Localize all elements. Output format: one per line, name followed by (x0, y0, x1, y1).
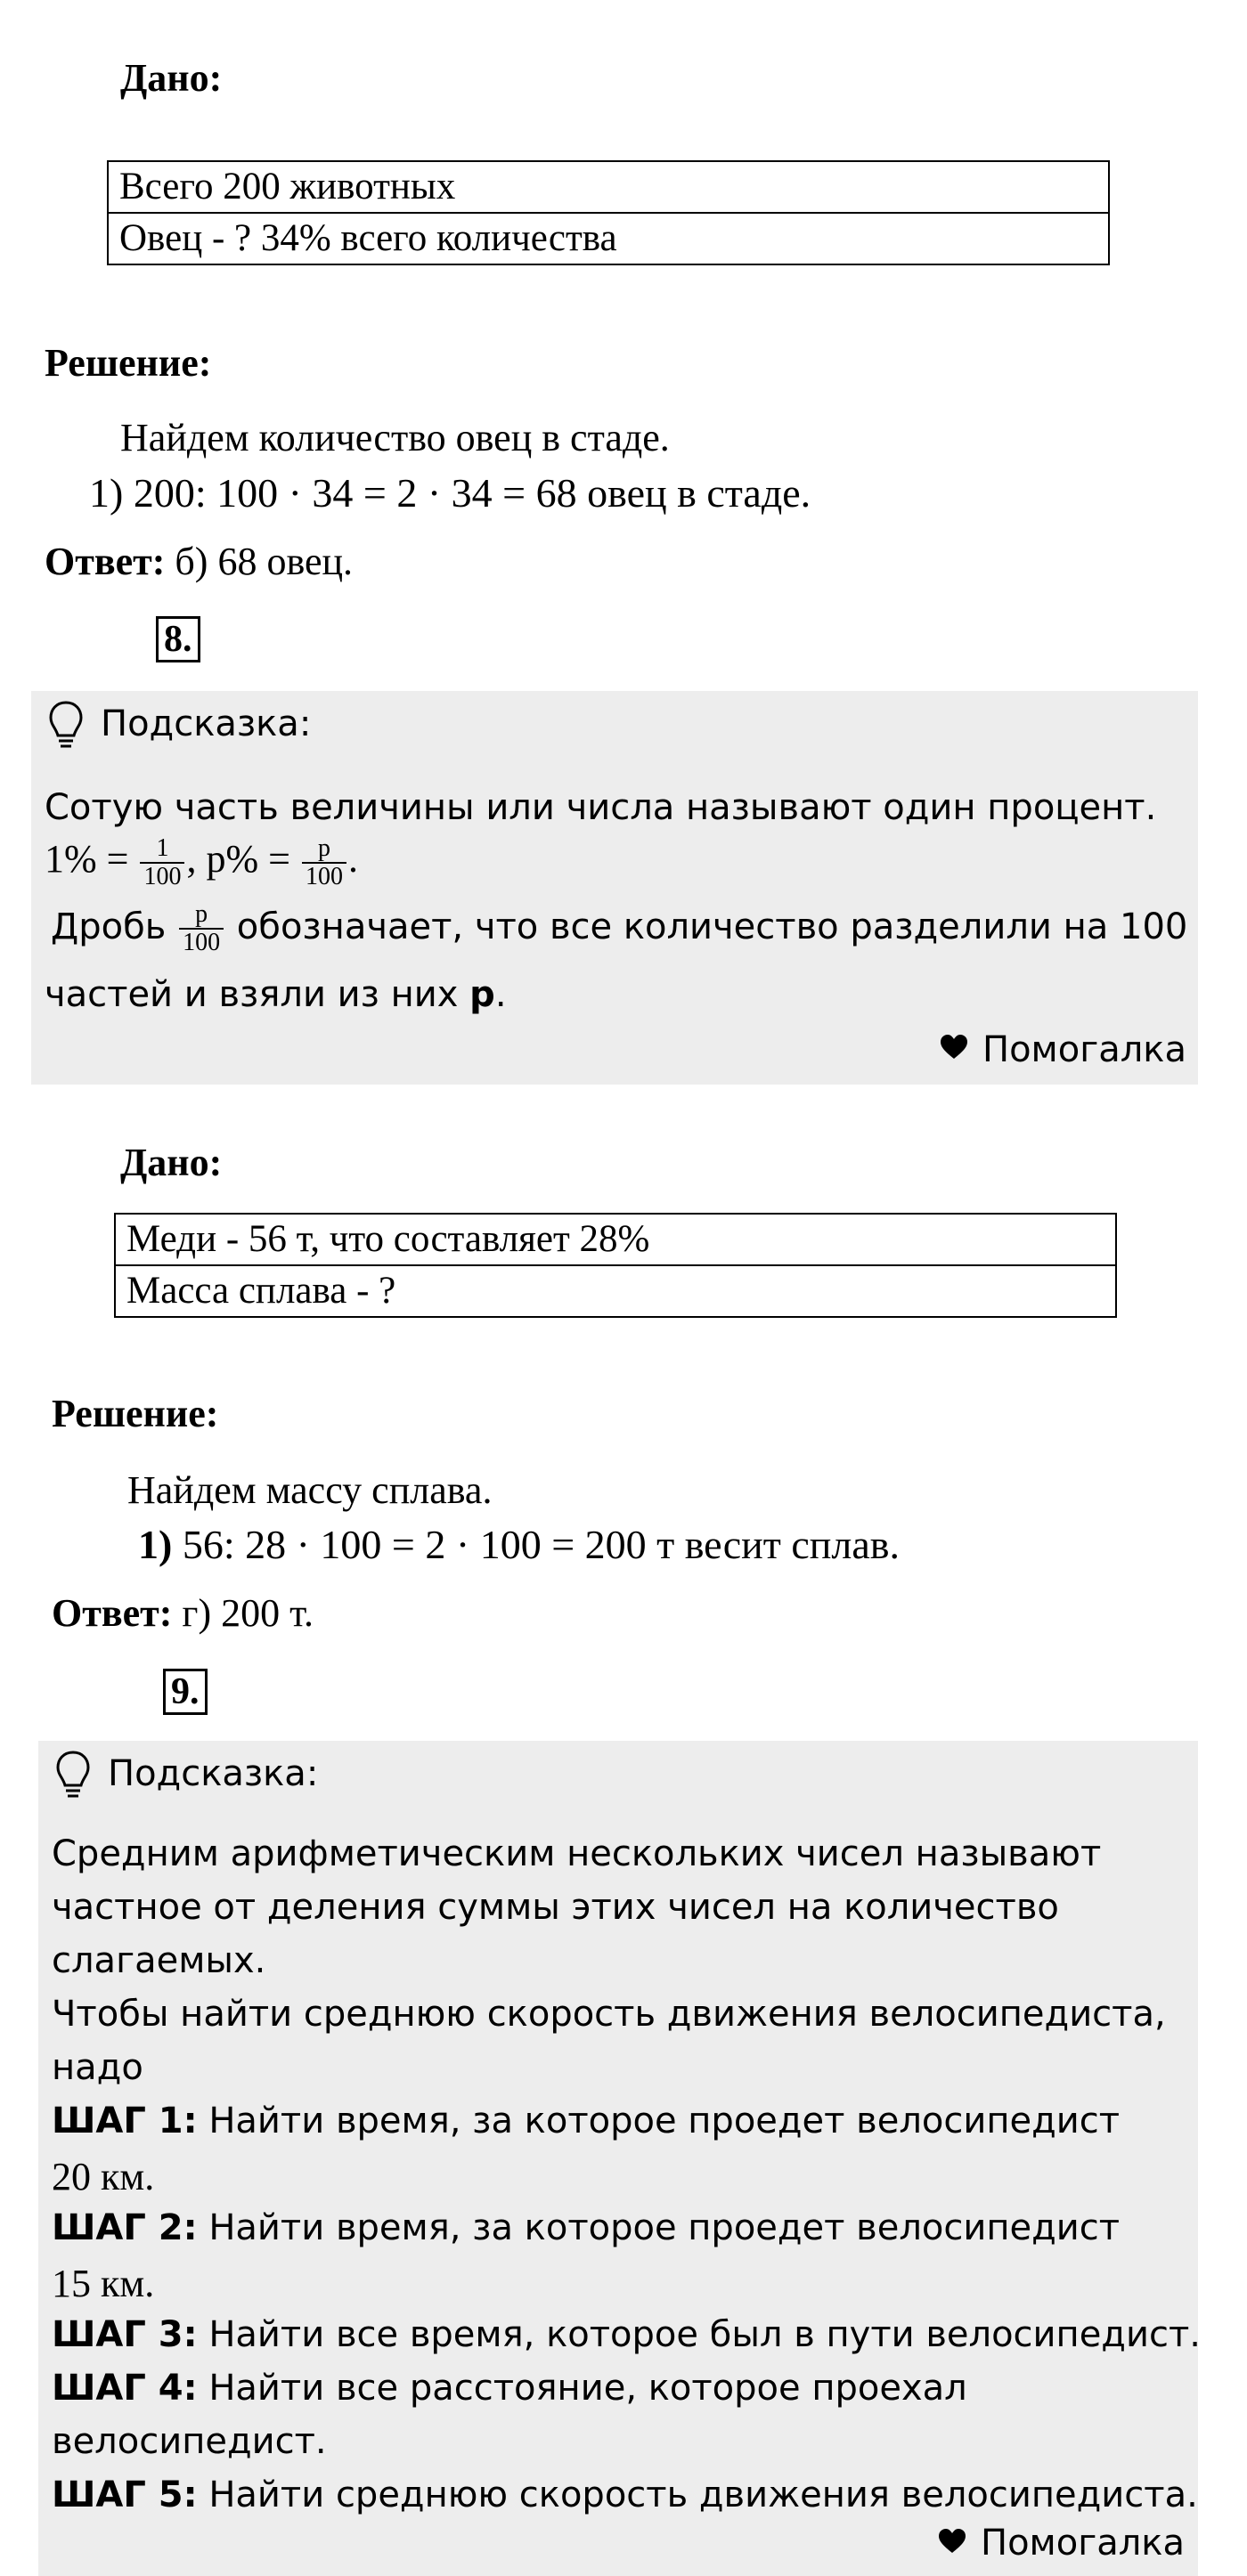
hint-text: Сотую часть величины или числа называют один процент. (45, 787, 1157, 828)
task-number: 8. (156, 616, 200, 662)
lightbulb-icon (54, 1750, 92, 1801)
fraction: $\frac{p}{100}$ (302, 835, 346, 890)
heart-icon (940, 1034, 968, 1060)
fraction: $\frac{p}{100}$ (179, 901, 224, 956)
formula-text: . (347, 837, 358, 882)
given-row: Меди - 56 т, что составляет 28% (115, 1214, 1116, 1265)
solution-heading: Решение: (52, 1392, 219, 1435)
answer-label: Ответ: (45, 540, 166, 583)
lightbulb-icon (47, 700, 85, 752)
hint-text: Средним арифметическим нескольких чисел называют (52, 1833, 1102, 1874)
hint-formula (45, 835, 358, 890)
given-heading: Дано: (120, 56, 223, 100)
given-heading: Дано: (120, 1141, 223, 1184)
given-table (114, 1213, 1117, 1318)
solution-step: 1) 56: 28 · 100 = 2 · 100 = 200 т весит сплав. (138, 1522, 901, 1567)
hint-text: Дробь $\frac{p}{100}$ обозначает, что все количество разделили на 100 (51, 900, 1188, 956)
hint-text: частное от деления суммы этих чисел на количество (52, 1887, 1059, 1928)
hint-box (38, 1741, 1201, 2576)
hint-title: Подсказка: (108, 1753, 319, 1794)
answer-label: Ответ: (52, 1591, 173, 1635)
hint-step: ШАГ 3: Найти все время, которое был в пути велосипедист. (52, 2314, 1201, 2355)
solution-intro: Найдем количество овец в стаде. (120, 416, 670, 459)
hint-text: частей и взяли из них p. (45, 974, 507, 1015)
answer-text: б) 68 овец. (175, 540, 354, 583)
solution-step: 1) 200: 100 · 34 = 2 · 34 = 68 овец в стаде. (89, 470, 811, 516)
hint-text: надо (52, 2047, 143, 2088)
hint-step: ШАГ 2: Найти время, за которое проедет велосипедист (52, 2207, 1121, 2248)
hint-text: Чтобы найти среднюю скорость движения велосипедиста, (52, 1994, 1166, 2035)
hint-text: слагаемых. (52, 1940, 266, 1981)
brand-label: Помогалка (982, 1029, 1186, 1070)
given-row: Всего 200 животных (108, 161, 1109, 213)
hint-step-cont: 20 км. (52, 2155, 155, 2198)
solution-heading: Решение: (45, 341, 212, 385)
answer-text: г) 200 т. (182, 1591, 314, 1635)
hint-step: ШАГ 4: Найти все расстояние, которое проехал (52, 2368, 967, 2409)
given-row: Овец - ? 34% всего количества (108, 213, 1109, 264)
solution-intro: Найдем массу сплава. (127, 1468, 493, 1512)
hint-step: ШАГ 1: Найти время, за которое проедет велосипедист (52, 2101, 1121, 2141)
hint-box (31, 691, 1198, 1085)
hint-title: Подсказка: (101, 703, 312, 744)
formula-text: 1% = (45, 837, 129, 882)
hint-step-cont: 15 км. (52, 2262, 155, 2305)
hint-step-cont: велосипедист. (52, 2421, 327, 2462)
given-table (107, 160, 1110, 265)
task-number: 9. (163, 1669, 208, 1715)
fraction: $\frac{1}{100}$ (140, 835, 184, 890)
brand-label: Помогалка (981, 2523, 1185, 2564)
answer (52, 1590, 314, 1636)
answer (45, 539, 353, 584)
formula-text: , p% = (186, 837, 290, 882)
heart-icon (938, 2528, 966, 2555)
given-row: Масса сплава - ? (115, 1265, 1116, 1317)
hint-step: ШАГ 5: Найти среднюю скорость движения велосипедиста. (52, 2474, 1198, 2515)
